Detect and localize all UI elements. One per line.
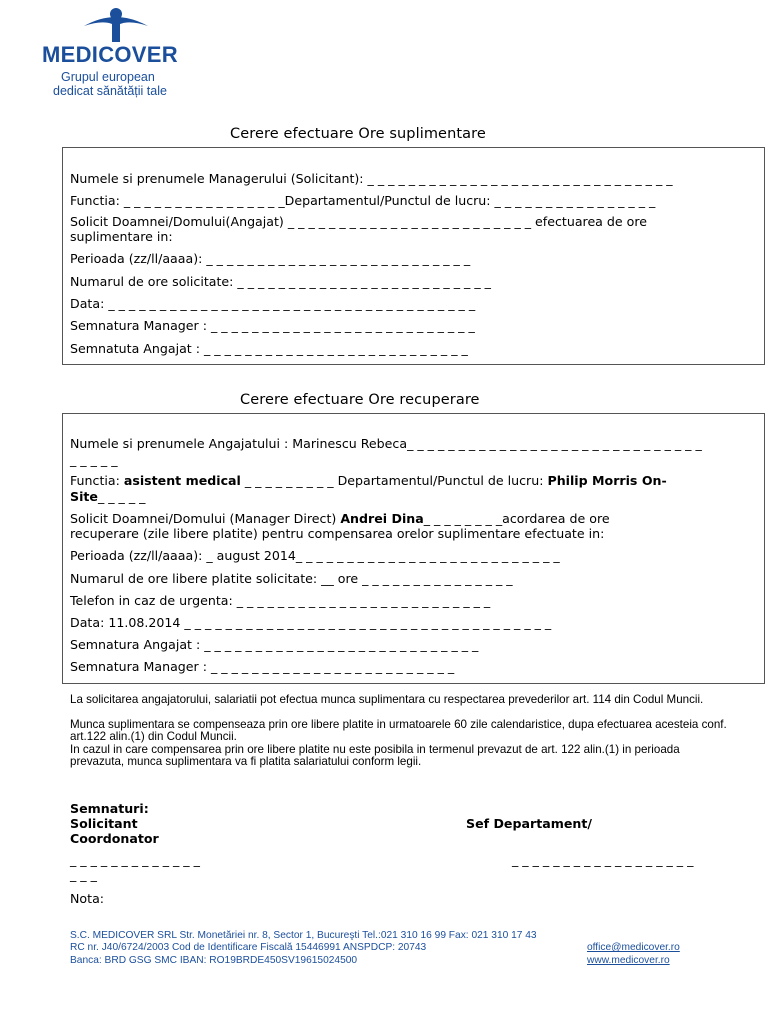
- medicover-logo: [40, 4, 190, 96]
- signature-solicitant-line-cont: _ _ _: [70, 867, 97, 882]
- overtime-employee-signature-field[interactable]: Semnatuta Angajat : _ _ _ _ _ _ _ _ _ _ _ _ _ _ _ _ _ _ _ _ _ _ _ _ _ _: [70, 341, 468, 356]
- signature-solicitant-line[interactable]: _ _ _ _ _ _ _ _ _ _ _ _ _: [70, 852, 200, 867]
- overtime-employee-field[interactable]: Solicit Doamnei/Domului(Angajat) _ _ _ _ _ _ _ _ _ _ _ _ _ _ _ _ _ _ _ _ _ _ _ _ efectuarea de ore: [70, 214, 648, 229]
- recovery-function-value: asistent medical: [123, 473, 241, 488]
- legal-note-2: Munca suplimentara se compenseaza prin ore libere platite in urmatoarele 60 zile calendaristice, dupa efectuarea acesteia conf. art.122 alin.(1) din Codul Muncii.: [70, 718, 727, 744]
- recovery-function-label: Functia:: [70, 473, 124, 488]
- recovery-dept-value: Philip Morris On-: [547, 473, 667, 488]
- recovery-function-field[interactable]: [70, 473, 667, 488]
- recovery-dept-cont: [70, 489, 145, 504]
- recovery-manager-signature-field[interactable]: Semnatura Manager : _ _ _ _ _ _ _ _ _ _ _ _ _ _ _ _ _ _ _ _ _ _ _ _: [70, 659, 455, 674]
- recovery-hours-field[interactable]: Numarul de ore libere platite solicitate: __ ore _ _ _ _ _ _ _ _ _ _ _ _ _ _ _: [70, 571, 513, 586]
- legal-note-1: La solicitarea angajatorului, salariatii pot efectua munca suplimentara cu respectarea prevederilor art. 114 din Codul Muncii.: [70, 693, 704, 706]
- footer-email-link[interactable]: office@medicover.ro: [587, 942, 680, 953]
- overtime-period-field[interactable]: Perioada (zz/ll/aaaa): _ _ _ _ _ _ _ _ _ _ _ _ _ _ _ _ _ _ _ _ _ _ _ _ _ _: [70, 251, 471, 266]
- footer-registration: RC nr. J40/6724/2003 Cod de Identificare Fiscală 15446991 ANSPDCP: 20743: [70, 942, 427, 953]
- recovery-dept-value-cont: Site: [70, 489, 98, 504]
- recovery-name-blank: _ _ _ _ _ _ _ _ _ _ _ _ _ _ _ _ _ _ _ _ _ _ _ _ _ _ _ _ _: [407, 436, 702, 451]
- legal-note-3: In cazul in care compensarea prin ore libere platite nu este posibila in termenul prevazut de art. 122 alin.(1) in perioada prevazuta, munca suplimentara va fi platita salariatului conform legii.: [70, 743, 680, 769]
- recovery-manager-field[interactable]: [70, 511, 610, 526]
- recovery-dept-label: Departamentul/Punctul de lucru:: [337, 473, 548, 488]
- recovery-period-field[interactable]: Perioada (zz/ll/aaaa): _ august 2014_ _ _ _ _ _ _ _ _ _ _ _ _ _ _ _ _ _ _ _ _ _ _ _ _ _: [70, 548, 560, 563]
- recovery-manager-cont: recuperare (zile libere platite) pentru compensarea orelor suplimentare efectuate in:: [70, 526, 605, 541]
- signatures-heading: Semnaturi:: [70, 801, 149, 816]
- footer-address: S.C. MEDICOVER SRL Str. Monetăriei nr. 8, Sector 1, Bucureşti Tel.:021 310 16 99 Fax: 021 310 17 43: [70, 930, 537, 941]
- overtime-function-field[interactable]: Functia: _ _ _ _ _ _ _ _ _ _ _ _ _ _ _ _Departamentul/Punctul de lucru: _ _ _ _ _ _ _ _ _ _ _ _ _ _ _ _: [70, 193, 656, 208]
- recovery-manager-value: Andrei Dina: [340, 511, 424, 526]
- recovery-employee-signature-field[interactable]: Semnatura Angajat : _ _ _ _ _ _ _ _ _ _ _ _ _ _ _ _ _ _ _ _ _ _ _ _ _ _ _: [70, 637, 479, 652]
- recovery-manager-label: Solicit Doamnei/Domului (Manager Direct): [70, 511, 341, 526]
- overtime-form-title: Cerere efectuare Ore suplimentare: [230, 126, 486, 142]
- recovery-dept-blank: _ _ _ _ _: [97, 489, 146, 504]
- signature-head-dept-label: Sef Departament/: [466, 816, 592, 831]
- brand-tagline-2: dedicat sănătății tale: [53, 84, 167, 98]
- recovery-name-blank-cont: _ _ _ _ _: [70, 452, 118, 467]
- nota-field[interactable]: Nota:: [70, 891, 105, 906]
- recovery-date-field[interactable]: Data: 11.08.2014 _ _ _ _ _ _ _ _ _ _ _ _ _ _ _ _ _ _ _ _ _ _ _ _ _ _ _ _ _ _ _ _ _ _ _ _: [70, 615, 552, 630]
- recovery-employee-name-field[interactable]: [70, 436, 702, 451]
- overtime-employee-field-cont: suplimentare in:: [70, 229, 173, 244]
- footer-bank: Banca: BRD GSG SMC IBAN: RO19BRDE450SV19615024500: [70, 955, 358, 966]
- overtime-date-field[interactable]: Data: _ _ _ _ _ _ _ _ _ _ _ _ _ _ _ _ _ _ _ _ _ _ _ _ _ _ _ _ _ _ _ _ _ _ _ _: [70, 296, 476, 311]
- signature-solicitant-label: Solicitant: [70, 816, 138, 831]
- medicover-emblem-icon: [80, 4, 152, 44]
- brand-tagline-1: Grupul european: [61, 70, 155, 84]
- footer-website-link[interactable]: www.medicover.ro: [587, 955, 670, 966]
- overtime-hours-field[interactable]: Numarul de ore solicitate: _ _ _ _ _ _ _ _ _ _ _ _ _ _ _ _ _ _ _ _ _ _ _ _ _: [70, 274, 491, 289]
- recovery-manager-blank: _ _ _ _ _ _ _ _acordarea de ore: [423, 511, 610, 526]
- recovery-phone-field[interactable]: Telefon in caz de urgenta: _ _ _ _ _ _ _ _ _ _ _ _ _ _ _ _ _ _ _ _ _ _ _ _ _: [70, 593, 491, 608]
- overtime-manager-name-field[interactable]: Numele si prenumele Managerului (Solicitant): _ _ _ _ _ _ _ _ _ _ _ _ _ _ _ _ _ _ _ _ _ _ _ _ _ _ _ _ _ _: [70, 171, 673, 186]
- brand-name: MEDICOVER: [42, 42, 178, 67]
- overtime-manager-signature-field[interactable]: Semnatura Manager : _ _ _ _ _ _ _ _ _ _ _ _ _ _ _ _ _ _ _ _ _ _ _ _ _ _: [70, 318, 475, 333]
- recovery-form-title: Cerere efectuare Ore recuperare: [240, 392, 480, 408]
- recovery-function-blank: _ _ _ _ _ _ _ _ _: [240, 473, 338, 488]
- signature-coordinator-label: Coordonator: [70, 831, 159, 846]
- recovery-name-value: Marinescu Rebeca: [292, 436, 408, 451]
- recovery-name-label: Numele si prenumele Angajatului :: [70, 436, 293, 451]
- signature-head-dept-line[interactable]: _ _ _ _ _ _ _ _ _ _ _ _ _ _ _ _ _ _: [512, 852, 694, 867]
